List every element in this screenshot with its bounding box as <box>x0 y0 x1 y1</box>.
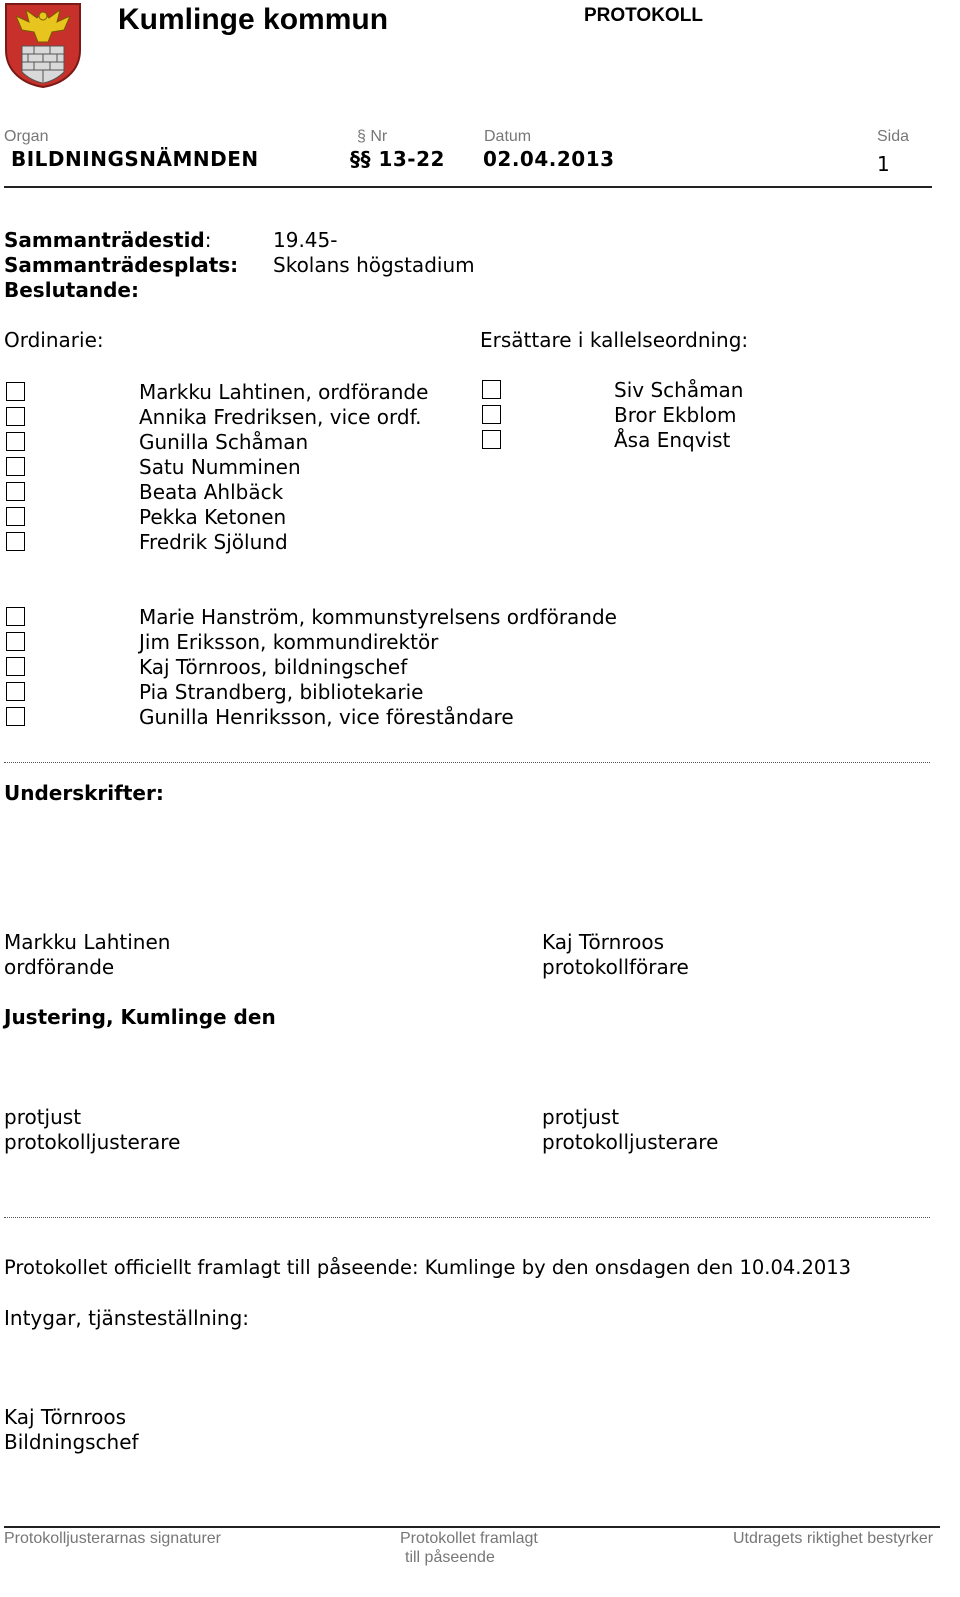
list-item: Bror Ekblom <box>614 403 737 427</box>
certifier-title: Bildningschef <box>4 1430 139 1454</box>
list-item: Fredrik Sjölund <box>139 530 288 554</box>
public-notice: Protokollet officiellt framlagt till påseende: Kumlinge by den onsdagen den 10.04.2013 <box>4 1256 852 1279</box>
coat-of-arms-logo <box>4 2 82 88</box>
section-divider <box>4 1217 930 1218</box>
section-number: §§ 13-22 <box>350 147 445 171</box>
substitutes-list <box>614 378 743 453</box>
meeting-time: 19.45- <box>273 228 338 252</box>
municipality-title: Kumlinge kommun <box>118 3 389 36</box>
attendance-checkbox[interactable] <box>482 405 501 424</box>
attendance-checkbox[interactable] <box>6 507 25 526</box>
list-item: Pekka Ketonen <box>139 505 287 529</box>
list-item: Marie Hanström, kommunstyrelsens ordförande <box>139 605 617 629</box>
page-label: Sida <box>877 128 910 145</box>
attendance-checkbox[interactable] <box>6 407 25 426</box>
date-label: Datum <box>484 128 532 145</box>
list-item: Markku Lahtinen, ordförande <box>139 380 429 404</box>
chair-name: Markku Lahtinen <box>4 930 171 954</box>
adjustment-label: Justering, Kumlinge den <box>4 1005 276 1029</box>
list-item: Gunilla Schåman <box>139 430 309 454</box>
organ-label: Organ <box>4 128 49 145</box>
certifier-name: Kaj Törnroos <box>4 1405 126 1429</box>
attendance-checkbox[interactable] <box>482 380 501 399</box>
secretary-name: Kaj Törnroos <box>542 930 664 954</box>
meeting-place: Skolans högstadium <box>273 253 475 277</box>
organ-value: BILDNINGSNÄMNDEN <box>11 147 259 171</box>
deciding-label: Beslutande: <box>4 278 139 302</box>
footer-left: Protokolljusterarnas signaturer <box>4 1530 221 1547</box>
list-item: Annika Fredriksen, vice ordf. <box>139 405 422 429</box>
attendance-checkbox[interactable] <box>6 532 25 551</box>
list-item: Beata Ahlbäck <box>139 480 284 504</box>
substitutes-label: Ersättare i kallelseordning: <box>480 328 749 352</box>
adjuster-left-name: protjust <box>4 1105 82 1129</box>
secretary-role: protokollförare <box>542 955 689 979</box>
section-divider <box>4 762 930 763</box>
ordinary-members-list <box>139 380 428 555</box>
attendance-checkbox[interactable] <box>482 430 501 449</box>
header-divider <box>4 186 932 188</box>
attendance-checkbox[interactable] <box>6 657 25 676</box>
meeting-date: 02.04.2013 <box>483 147 615 171</box>
certificate-label: Intygar, tjänsteställning: <box>4 1306 250 1330</box>
adjuster-right-name: protjust <box>542 1105 620 1129</box>
page-number: 1 <box>877 152 890 176</box>
attendance-checkbox[interactable] <box>6 682 25 701</box>
adjuster-right-role: protokolljusterare <box>542 1130 719 1154</box>
attendance-checkbox[interactable] <box>6 432 25 451</box>
nr-label: § Nr <box>357 128 388 145</box>
others-present-list <box>139 605 617 730</box>
attendance-checkbox[interactable] <box>6 707 25 726</box>
list-item: Kaj Törnroos, bildningschef <box>139 655 408 679</box>
ordinary-label: Ordinarie: <box>4 328 104 352</box>
list-item: Siv Schåman <box>614 378 744 402</box>
footer-middle-line2: till påseende <box>405 1549 495 1566</box>
list-item: Åsa Enqvist <box>614 428 731 452</box>
attendance-checkbox[interactable] <box>6 482 25 501</box>
footer-middle-line1: Protokollet framlagt <box>400 1530 538 1547</box>
signatures-label: Underskrifter: <box>4 781 164 805</box>
attendance-checkbox[interactable] <box>6 607 25 626</box>
meeting-place-label: Sammanträdesplats: <box>4 253 239 277</box>
adjuster-left-role: protokolljusterare <box>4 1130 181 1154</box>
list-item: Satu Numminen <box>139 455 301 479</box>
attendance-checkbox[interactable] <box>6 632 25 651</box>
attendance-checkbox[interactable] <box>6 382 25 401</box>
footer-right: Utdragets riktighet bestyrker <box>733 1530 934 1547</box>
list-item: Pia Strandberg, bibliotekarie <box>139 680 424 704</box>
footer-divider <box>4 1526 940 1528</box>
chair-role: ordförande <box>4 955 115 979</box>
document-type: PROTOKOLL <box>584 5 703 26</box>
list-item: Gunilla Henriksson, vice föreståndare <box>139 705 514 729</box>
attendance-checkbox[interactable] <box>6 457 25 476</box>
list-item: Jim Eriksson, kommundirektör <box>139 630 439 654</box>
meeting-time-label: Sammanträdestid: <box>4 228 212 252</box>
